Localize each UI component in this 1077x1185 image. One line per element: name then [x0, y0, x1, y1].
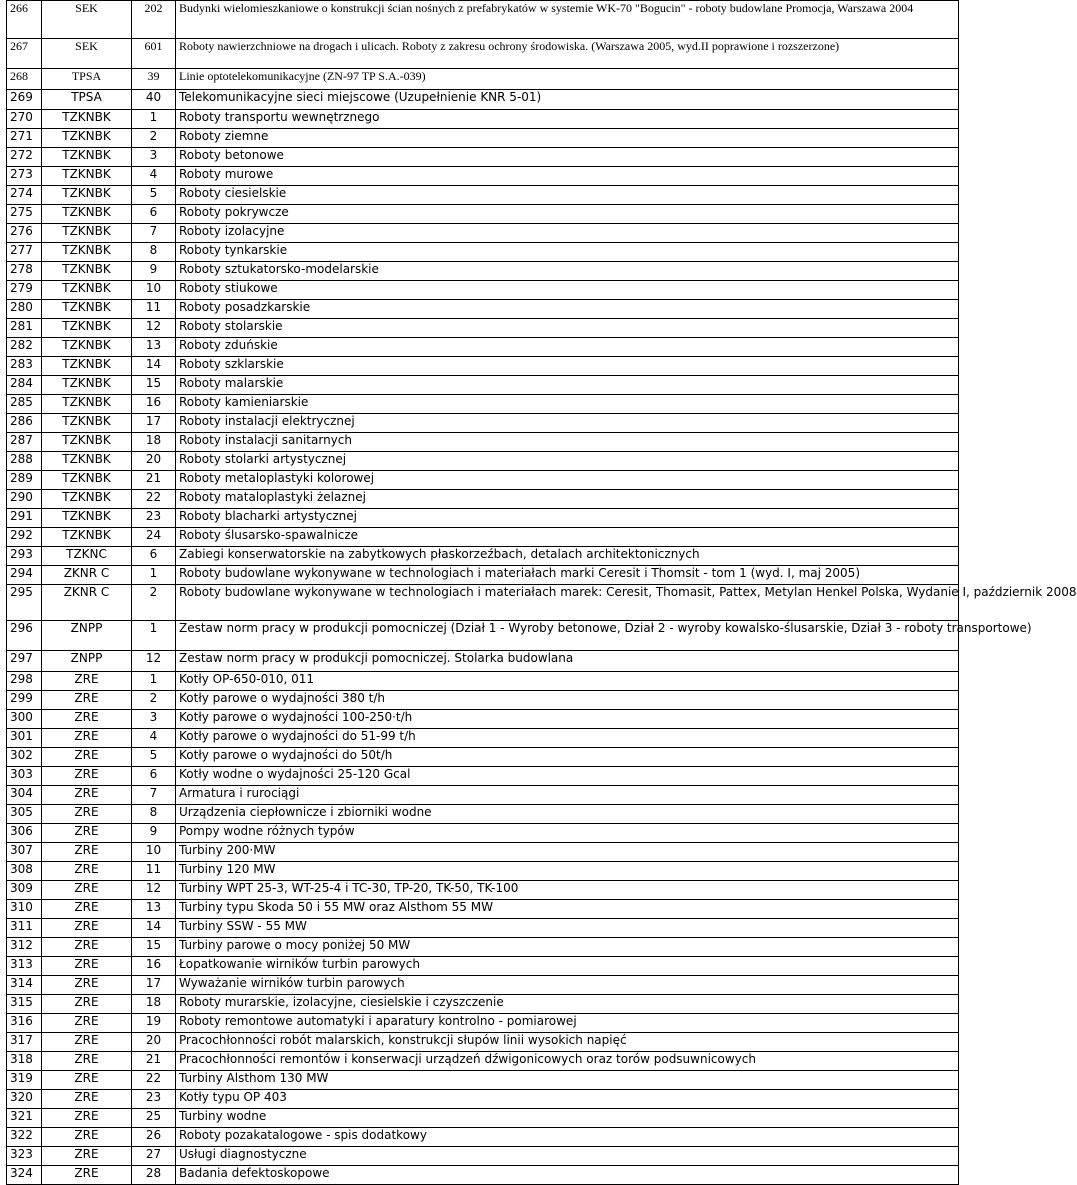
table-row — [7, 243, 959, 262]
table-row — [7, 767, 959, 786]
work-title: Turbiny WPT 25-3, WT-25-4 i TC-30, TP-20, TK-50, TK-100 — [176, 881, 959, 900]
part-number: 6 — [132, 205, 176, 224]
work-title: Roboty murarskie, izolacyjne, ciesielskie i czyszczenie — [176, 995, 959, 1014]
work-title: Roboty budowlane wykonywane w technologiach i materiałach marki Ceresit i Thomsit - tom 1 (wyd. I, maj 2005) — [176, 566, 959, 585]
row-number: 289 — [7, 471, 42, 490]
table-row — [7, 805, 959, 824]
work-title: Kotły OP-650-010, 011 — [176, 672, 959, 691]
table-row — [7, 900, 959, 919]
part-number: 1 — [132, 110, 176, 129]
part-number: 23 — [132, 509, 176, 528]
table-row — [7, 1109, 959, 1128]
part-number: 8 — [132, 243, 176, 262]
table-row — [7, 509, 959, 528]
table-row — [7, 995, 959, 1014]
part-number: 2 — [132, 691, 176, 710]
row-number: 312 — [7, 938, 42, 957]
row-number: 273 — [7, 167, 42, 186]
part-number: 9 — [132, 262, 176, 281]
work-title: Roboty ziemne — [176, 129, 959, 148]
row-number: 302 — [7, 748, 42, 767]
work-title: Kotły wodne o wydajności 25-120 Gcal — [176, 767, 959, 786]
part-number: 15 — [132, 376, 176, 395]
row-number: 270 — [7, 110, 42, 129]
catalog-code: ZRE — [42, 1128, 132, 1147]
part-number: 19 — [132, 1014, 176, 1033]
part-number: 7 — [132, 224, 176, 243]
row-number: 271 — [7, 129, 42, 148]
catalog-code: TZKNC — [42, 547, 132, 566]
part-number: 15 — [132, 938, 176, 957]
catalog-code: TZKNBK — [42, 148, 132, 167]
row-number: 324 — [7, 1166, 42, 1185]
part-number: 10 — [132, 281, 176, 300]
table-row — [7, 433, 959, 452]
work-title: Turbiny SSW - 55 MW — [176, 919, 959, 938]
work-title: Roboty remontowe automatyki i aparatury kontrolno - pomiarowej — [176, 1014, 959, 1033]
row-number: 296 — [7, 621, 42, 651]
work-title: Roboty metaloplastyki kolorowej — [176, 471, 959, 490]
part-number: 2 — [132, 129, 176, 148]
catalog-code: TZKNBK — [42, 414, 132, 433]
row-number: 280 — [7, 300, 42, 319]
catalog-code: TZKNBK — [42, 471, 132, 490]
row-number: 286 — [7, 414, 42, 433]
table-row — [7, 376, 959, 395]
part-number: 25 — [132, 1109, 176, 1128]
work-title: Kotły parowe o wydajności 100-250·t/h — [176, 710, 959, 729]
row-number: 266 — [7, 1, 42, 39]
part-number: 16 — [132, 395, 176, 414]
table-row — [7, 710, 959, 729]
table-row — [7, 1071, 959, 1090]
catalog-code: TZKNBK — [42, 186, 132, 205]
work-title: Roboty zduńskie — [176, 338, 959, 357]
table-row — [7, 547, 959, 566]
work-title: Roboty transportu wewnętrznego — [176, 110, 959, 129]
table-row — [7, 490, 959, 509]
work-title: Roboty pokrywcze — [176, 205, 959, 224]
part-number: 20 — [132, 1033, 176, 1052]
table-row — [7, 1147, 959, 1166]
work-title: Turbiny 120 MW — [176, 862, 959, 881]
row-number: 311 — [7, 919, 42, 938]
work-title: Roboty betonowe — [176, 148, 959, 167]
work-title: Kotły typu OP 403 — [176, 1090, 959, 1109]
part-number: 10 — [132, 843, 176, 862]
work-title: Usługi diagnostyczne — [176, 1147, 959, 1166]
work-title: Turbiny wodne — [176, 1109, 959, 1128]
row-number: 279 — [7, 281, 42, 300]
row-number: 292 — [7, 528, 42, 547]
catalog-code: ZRE — [42, 900, 132, 919]
table-row — [7, 471, 959, 490]
work-title: Roboty stolarki artystycznej — [176, 452, 959, 471]
table-row — [7, 148, 959, 167]
catalog-code: ZRE — [42, 1109, 132, 1128]
row-number: 305 — [7, 805, 42, 824]
catalog-code: ZRE — [42, 862, 132, 881]
work-title: Roboty szklarskie — [176, 357, 959, 376]
table-row — [7, 1, 959, 39]
table-row — [7, 69, 959, 90]
catalog-code: TZKNBK — [42, 452, 132, 471]
catalog-code: ZRE — [42, 691, 132, 710]
work-title: Kotły parowe o wydajności do 51-99 t/h — [176, 729, 959, 748]
row-number: 278 — [7, 262, 42, 281]
catalog-code: ZRE — [42, 1166, 132, 1185]
part-number: 7 — [132, 786, 176, 805]
catalog-code: ZRE — [42, 1147, 132, 1166]
part-number: 13 — [132, 900, 176, 919]
table-row — [7, 262, 959, 281]
table-row — [7, 919, 959, 938]
work-title: Pompy wodne różnych typów — [176, 824, 959, 843]
row-number: 308 — [7, 862, 42, 881]
work-title: Turbiny Alsthom 130 MW — [176, 1071, 959, 1090]
part-number: 6 — [132, 767, 176, 786]
work-title: Armatura i rurociągi — [176, 786, 959, 805]
part-number: 8 — [132, 805, 176, 824]
table-row — [7, 1033, 959, 1052]
part-number: 27 — [132, 1147, 176, 1166]
catalog-code: TZKNBK — [42, 300, 132, 319]
table-row — [7, 1052, 959, 1071]
row-number: 274 — [7, 186, 42, 205]
work-title: Roboty malarskie — [176, 376, 959, 395]
catalog-code: ZKNR C — [42, 585, 132, 621]
table-row — [7, 395, 959, 414]
part-number: 4 — [132, 729, 176, 748]
part-number: 18 — [132, 995, 176, 1014]
part-number: 23 — [132, 1090, 176, 1109]
catalog-code: TZKNBK — [42, 205, 132, 224]
part-number: 4 — [132, 167, 176, 186]
part-number: 28 — [132, 1166, 176, 1185]
work-title: Roboty blacharki artystycznej — [176, 509, 959, 528]
row-number: 320 — [7, 1090, 42, 1109]
catalog-code: ZRE — [42, 1033, 132, 1052]
row-number: 276 — [7, 224, 42, 243]
catalog-code: ZRE — [42, 957, 132, 976]
catalog-code: TZKNBK — [42, 243, 132, 262]
catalog-code: TPSA — [42, 90, 132, 110]
part-number: 5 — [132, 748, 176, 767]
catalog-code: ZRE — [42, 805, 132, 824]
row-number: 282 — [7, 338, 42, 357]
work-title: Roboty murowe — [176, 167, 959, 186]
part-number: 11 — [132, 300, 176, 319]
work-title: Zabiegi konserwatorskie na zabytkowych płaskorzeźbach, detalach architektonicznych — [176, 547, 959, 566]
catalog-code: ZRE — [42, 1014, 132, 1033]
row-number: 322 — [7, 1128, 42, 1147]
work-title: Kotły parowe o wydajności do 50t/h — [176, 748, 959, 767]
part-number: 40 — [132, 90, 176, 110]
catalog-code: ZRE — [42, 672, 132, 691]
table-row — [7, 881, 959, 900]
row-number: 319 — [7, 1071, 42, 1090]
part-number: 12 — [132, 651, 176, 672]
catalog-code: TZKNBK — [42, 357, 132, 376]
work-title: Roboty tynkarskie — [176, 243, 959, 262]
row-number: 295 — [7, 585, 42, 621]
row-number: 267 — [7, 39, 42, 69]
table-row — [7, 862, 959, 881]
row-number: 323 — [7, 1147, 42, 1166]
row-number: 300 — [7, 710, 42, 729]
catalog-code: ZRE — [42, 938, 132, 957]
catalog-code: ZRE — [42, 881, 132, 900]
catalog-code: TZKNBK — [42, 167, 132, 186]
row-number: 290 — [7, 490, 42, 509]
row-number: 291 — [7, 509, 42, 528]
catalog-code: TZKNBK — [42, 319, 132, 338]
work-title: Linie optotelekomunikacyjne (ZN-97 TP S.A.-039) — [176, 69, 959, 90]
catalog-code: TPSA — [42, 69, 132, 90]
table-row — [7, 1014, 959, 1033]
work-title: Roboty izolacyjne — [176, 224, 959, 243]
table-row — [7, 186, 959, 205]
catalog-code: ZRE — [42, 729, 132, 748]
catalog-code: ZRE — [42, 767, 132, 786]
catalog-code: ZRE — [42, 1090, 132, 1109]
table-row — [7, 90, 959, 110]
row-number: 309 — [7, 881, 42, 900]
work-title: Turbiny 200·MW — [176, 843, 959, 862]
row-number: 293 — [7, 547, 42, 566]
part-number: 18 — [132, 433, 176, 452]
catalog-code: TZKNBK — [42, 509, 132, 528]
table-row — [7, 957, 959, 976]
row-number: 316 — [7, 1014, 42, 1033]
part-number: 12 — [132, 881, 176, 900]
catalog-code: TZKNBK — [42, 433, 132, 452]
catalog-code: TZKNBK — [42, 281, 132, 300]
row-number: 304 — [7, 786, 42, 805]
part-number: 14 — [132, 357, 176, 376]
table-row — [7, 1166, 959, 1185]
row-number: 313 — [7, 957, 42, 976]
work-title: Zestaw norm pracy w produkcji pomocniczej. Stolarka budowlana — [176, 651, 959, 672]
work-title: Roboty mataloplastyki żelaznej — [176, 490, 959, 509]
part-number: 9 — [132, 824, 176, 843]
table-row — [7, 621, 959, 651]
part-number: 1 — [132, 672, 176, 691]
table-row — [7, 824, 959, 843]
catalog-code: ZNPP — [42, 621, 132, 651]
part-number: 601 — [132, 39, 176, 69]
work-title: Roboty kamieniarskie — [176, 395, 959, 414]
table-row — [7, 39, 959, 69]
catalog-code: SEK — [42, 1, 132, 39]
part-number: 16 — [132, 957, 176, 976]
work-title: Łopatkowanie wirników turbin parowych — [176, 957, 959, 976]
work-title: Turbiny parowe o mocy poniżej 50 MW — [176, 938, 959, 957]
row-number: 288 — [7, 452, 42, 471]
table-row — [7, 843, 959, 862]
table-row — [7, 414, 959, 433]
catalog-code: ZRE — [42, 748, 132, 767]
work-title: Roboty sztukatorsko-modelarskie — [176, 262, 959, 281]
work-title: Roboty nawierzchniowe na drogach i ulicach. Roboty z zakresu ochrony środowiska. (Warszawa 2005, wyd.II poprawione i rozszerzone) — [176, 39, 959, 69]
catalog-code: SEK — [42, 39, 132, 69]
row-number: 299 — [7, 691, 42, 710]
work-title: Budynki wielomieszkaniowe o konstrukcji ścian nośnych z prefabrykatów w systemie WK-70 "Bogucin" - roboty budowlane Promocja, Warszawa 2004 — [176, 1, 959, 39]
row-number: 284 — [7, 376, 42, 395]
row-number: 315 — [7, 995, 42, 1014]
catalog-code: ZRE — [42, 1071, 132, 1090]
table-row — [7, 729, 959, 748]
part-number: 21 — [132, 471, 176, 490]
part-number: 11 — [132, 862, 176, 881]
part-number: 5 — [132, 186, 176, 205]
row-number: 287 — [7, 433, 42, 452]
row-number: 281 — [7, 319, 42, 338]
table-row — [7, 566, 959, 585]
table-row — [7, 319, 959, 338]
catalog-code: ZRE — [42, 786, 132, 805]
table-row — [7, 110, 959, 129]
work-title: Roboty ciesielskie — [176, 186, 959, 205]
catalog-code: ZRE — [42, 976, 132, 995]
part-number: 12 — [132, 319, 176, 338]
table-row — [7, 528, 959, 547]
part-number: 202 — [132, 1, 176, 39]
work-title: Roboty pozakatalogowe - spis dodatkowy — [176, 1128, 959, 1147]
row-number: 277 — [7, 243, 42, 262]
norms-table — [6, 0, 1077, 1185]
row-number: 301 — [7, 729, 42, 748]
catalog-code: ZRE — [42, 919, 132, 938]
row-number: 268 — [7, 69, 42, 90]
work-title: Pracochłonności remontów i konserwacji urządzeń dźwigonicowych oraz torów podsuwnicowych — [176, 1052, 959, 1071]
table-row — [7, 224, 959, 243]
table-row — [7, 281, 959, 300]
table-row — [7, 748, 959, 767]
row-number: 321 — [7, 1109, 42, 1128]
row-number: 297 — [7, 651, 42, 672]
work-title: Roboty budowlane wykonywane w technologiach i materiałach marek: Ceresit, Thomasit, Pattex, Metylan Henkel Polska, Wydanie I, październik 2008 — [176, 585, 959, 621]
table-row — [7, 1128, 959, 1147]
part-number: 3 — [132, 148, 176, 167]
work-title: Badania defektoskopowe — [176, 1166, 959, 1185]
work-title: Turbiny typu Skoda 50 i 55 MW oraz Alsthom 55 MW — [176, 900, 959, 919]
part-number: 26 — [132, 1128, 176, 1147]
part-number: 13 — [132, 338, 176, 357]
work-title: Roboty stolarskie — [176, 319, 959, 338]
part-number: 22 — [132, 490, 176, 509]
row-number: 318 — [7, 1052, 42, 1071]
catalog-code: ZNPP — [42, 651, 132, 672]
work-title: Roboty posadzkarskie — [176, 300, 959, 319]
part-number: 6 — [132, 547, 176, 566]
catalog-code: ZRE — [42, 995, 132, 1014]
work-title: Wyważanie wirników turbin parowych — [176, 976, 959, 995]
table-row — [7, 129, 959, 148]
row-number: 317 — [7, 1033, 42, 1052]
table-row — [7, 585, 959, 621]
catalog-code: TZKNBK — [42, 110, 132, 129]
work-title: Urządzenia ciepłownicze i zbiorniki wodne — [176, 805, 959, 824]
table-row — [7, 691, 959, 710]
part-number: 24 — [132, 528, 176, 547]
row-number: 275 — [7, 205, 42, 224]
catalog-code: TZKNBK — [42, 338, 132, 357]
part-number: 17 — [132, 414, 176, 433]
part-number: 2 — [132, 585, 176, 621]
row-number: 310 — [7, 900, 42, 919]
table-row — [7, 786, 959, 805]
work-title: Roboty stiukowe — [176, 281, 959, 300]
part-number: 22 — [132, 1071, 176, 1090]
work-title: Pracochłonności robót malarskich, konstrukcji słupów linii wysokich napięć — [176, 1033, 959, 1052]
row-number: 307 — [7, 843, 42, 862]
table-row — [7, 976, 959, 995]
part-number: 17 — [132, 976, 176, 995]
part-number: 1 — [132, 621, 176, 651]
table-row — [7, 205, 959, 224]
part-number: 14 — [132, 919, 176, 938]
catalog-code: ZRE — [42, 824, 132, 843]
catalog-code: TZKNBK — [42, 376, 132, 395]
row-number: 303 — [7, 767, 42, 786]
catalog-code: TZKNBK — [42, 129, 132, 148]
table-row — [7, 167, 959, 186]
row-number: 283 — [7, 357, 42, 376]
work-title: Roboty instalacji elektrycznej — [176, 414, 959, 433]
row-number: 314 — [7, 976, 42, 995]
row-number: 294 — [7, 566, 42, 585]
row-number: 285 — [7, 395, 42, 414]
row-number: 272 — [7, 148, 42, 167]
part-number: 21 — [132, 1052, 176, 1071]
work-title: Zestaw norm pracy w produkcji pomocniczej (Dział 1 - Wyroby betonowe, Dział 2 - wyroby kowalsko-ślusarskie, Dział 3 - roboty transportowe) — [176, 621, 959, 651]
work-title: Telekomunikacyjne sieci miejscowe (Uzupełnienie KNR 5-01) — [176, 90, 959, 110]
row-number: 269 — [7, 90, 42, 110]
part-number: 20 — [132, 452, 176, 471]
catalog-code: ZKNR C — [42, 566, 132, 585]
table-row — [7, 452, 959, 471]
part-number: 39 — [132, 69, 176, 90]
catalog-code: TZKNBK — [42, 490, 132, 509]
table-row — [7, 938, 959, 957]
part-number: 1 — [132, 566, 176, 585]
table-row — [7, 338, 959, 357]
catalog-code: TZKNBK — [42, 395, 132, 414]
catalog-code: ZRE — [42, 710, 132, 729]
work-title: Kotły parowe o wydajności 380 t/h — [176, 691, 959, 710]
table-row — [7, 651, 959, 672]
table-row — [7, 672, 959, 691]
catalog-code: TZKNBK — [42, 528, 132, 547]
work-title: Roboty instalacji sanitarnych — [176, 433, 959, 452]
table-row — [7, 357, 959, 376]
catalog-code: ZRE — [42, 1052, 132, 1071]
table-row — [7, 300, 959, 319]
catalog-code: TZKNBK — [42, 224, 132, 243]
work-title: Roboty ślusarsko-spawalnicze — [176, 528, 959, 547]
row-number: 298 — [7, 672, 42, 691]
row-number: 306 — [7, 824, 42, 843]
norms-table-body — [7, 1, 1077, 1185]
catalog-code: TZKNBK — [42, 262, 132, 281]
part-number: 3 — [132, 710, 176, 729]
catalog-code: ZRE — [42, 843, 132, 862]
table-row — [7, 1090, 959, 1109]
